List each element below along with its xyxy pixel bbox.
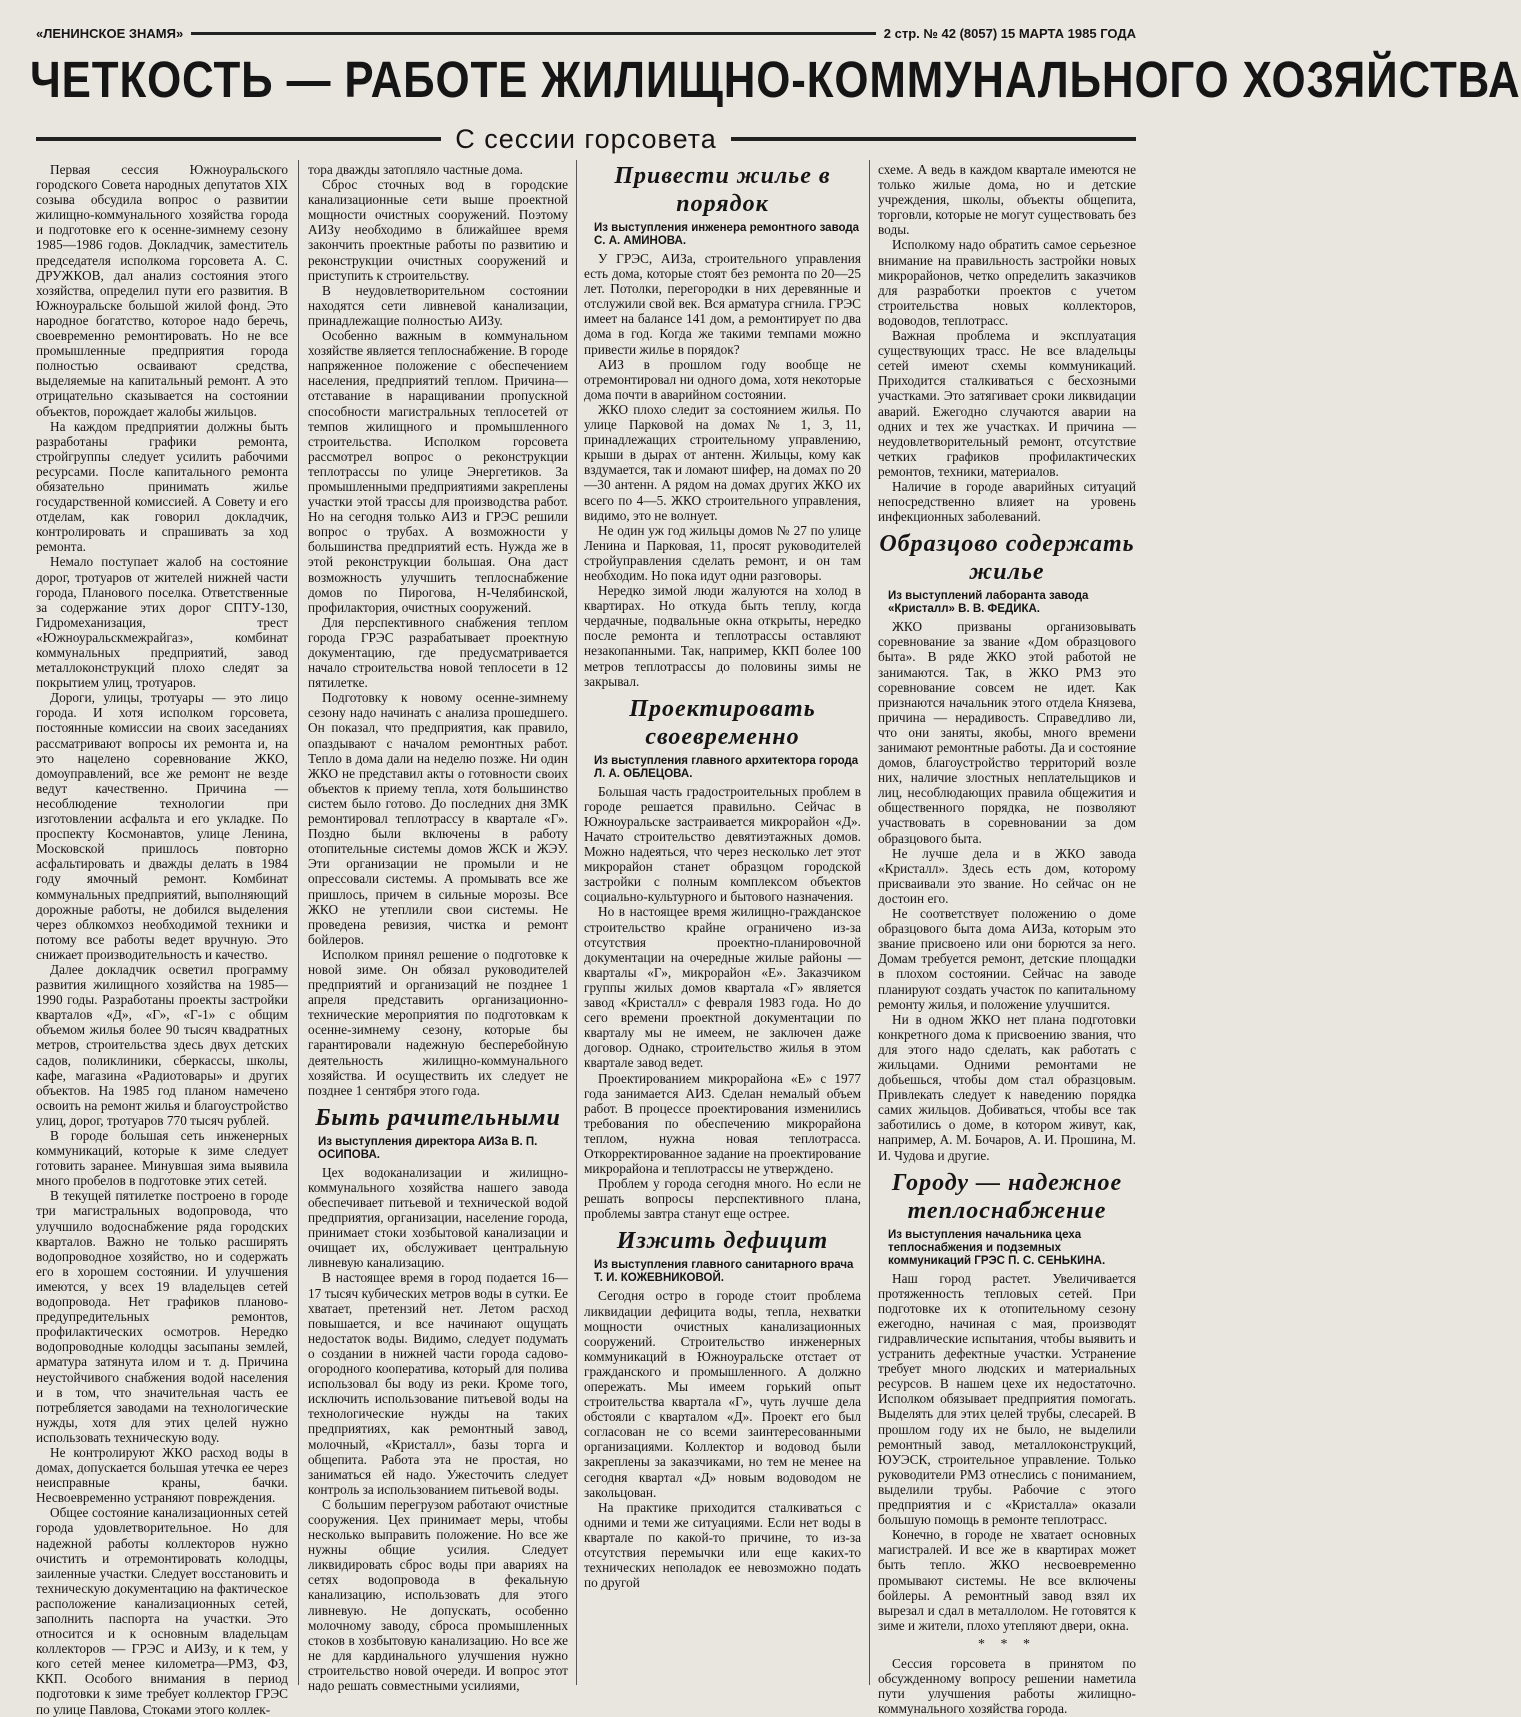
paragraph: Подготовку к новому осенне-зимнему сезону надо начинать с анализа прошедшего. Он показал, что предприятия, как правило, опаздывают с началом ремонтных работ. Тепло в дома дали на неделю позже. Ни один ЖКО не представил акты о готовности своих объектов к приему тепла, хотя большинство систем было готово. До последних дня ЗМК ремонтировал теплотрассу в квартале «Г». Поздно были включены в работу отопительные системы домов ЖСК и ЖЭУ. Эти организации не промыли и не опрессовали системы. А промывать все же пришлось, причем в сильные морозы. Все ЖКО не утеплили свои системы. Не проведена ревизия, чистка и ремонт бойлеров. <box>308 690 568 947</box>
paragraph: Но в настоящее время жилищно-гражданское строительство крайне ограничено из-за отсутствия проектно-планировочной документации на очередные жилые районы — кварталы «Г», микрорайон «Е». Заказчиком группы жилых домов квартала «Г» является завод «Кристалл» с февраля 1983 года. Но до сего времени проектной документации по кварталу мы не имеем, не заключен даже договор. Однако, строительство жилья в этом квартале завод ведет. <box>584 904 861 1071</box>
subhead-text: С сессии горсовета <box>455 123 717 154</box>
column-divider <box>298 160 299 1685</box>
paragraph: Для перспективного снабжения теплом города ГРЭС разрабатывает проектную документацию, где предусматривается начало строительства новой теплосети в 12 пятилетке. <box>308 614 568 691</box>
paragraph: Проектированием микрорайона «Е» с 1977 года занимается АИЗ. Сделан немалый объем работ. В процессе проектирования изменились требования по обеспечению микрорайона теплом, нужна новая теплотрасса. Откорректированное задание на проектирование микрорайона и теплотрассы не утверждено. <box>584 1070 861 1177</box>
paragraph: Особенно важным в коммунальном хозяйстве является теплоснабжение. В городе напряженное положение с обеспечением населения, предприятий теплом. Причина—отставание в наращивании пропускной способности магистральных теплосетей от темпов жилищного и промышленного строительства. Исполком горсовета рассмотрел вопрос о реконструкции теплотрассы по улице Энергетиков. За промышленными предприятиями закреплены участки этой трассы для производства работ. Но на сегодня только АИЗ и ГРЭС решили вопрос о трубах. А возможности у большинства предприятий есть. Нужда же в этой реконструкции большая. Она даст возможность улучшить теплоснабжение домов по Пирогова, Н-Челябинской, профилактория, очистных сооружений. <box>308 328 568 615</box>
paragraph: Проблем у города сегодня много. Но если не решать вопросы перспективного плана, проблемы завтра станут еще острее. <box>584 1176 861 1222</box>
section-byline: Из выступления директора АИЗа В. П. ОСИПОВА. <box>318 1135 538 1161</box>
paragraph: Сегодня остро в городе стоит проблема ликвидации дефицита воды, тепла, нехватки мощности очистных канализационных сооружений. Строительство инженерных коммуникаций в Южноуральске отстает от гражданского и промышленного. А должно опережать. Мы имеем горький опыт строительства квартала «Г», чуть лучше дела обстояли с кварталом «Д». Проект его был согласован не со всеми заинтересованными организациями. Коллектор и водовод были закреплены за заказчиками, но тем не менее на сегодня квартал «Д» новым водоводом не закольцован. <box>584 1288 861 1500</box>
paragraph: На каждом предприятии должны быть разработаны графики ремонта, стройгруппы следует усилить рабочими ресурсами. После капитального ремонта обязательно принимать жилье государственной комиссией. А Совету и его отделам, как говорил докладчик, контролировать и спрашивать за ход ремонта. <box>36 418 288 555</box>
column-1 <box>36 162 288 1717</box>
paragraph: Наш город растет. Увеличивается протяженность тепловых сетей. При подготовке их к отопительному сезону ежегодно, начиная с мая, производят гидравлические испытания, чтобы выявить и устранить дефектные участки. Устранение требует много людских и материальных ресурсов. В нашем цехе их недостаточно. Исполком обязывает предприятия помогать. Выделять для этих целей трубы, слесарей. В прошлом году их не было, не выделили ремонтный завод, металлоконструкций, ЮУЭСК, строительное управление. Только руководители РМЗ отнеслись с пониманием, выделили трубы. Рабочие с этого предприятия и с «Кристалла» оказали большую помощь в ремонте теплотрасс. <box>878 1270 1136 1528</box>
paragraph: Не контролируют ЖКО расход воды в домах, допускается большая утечка ее через неисправные краны, бачки. Несвоевременно устраняют повреждения. <box>36 1444 288 1506</box>
section-byline: Из выступления главного санитарного врача Т. И. КОЖЕВНИКОВОЙ. <box>594 1259 854 1285</box>
paper-name: «ЛЕНИНСКОЕ ЗНАМЯ» <box>36 25 184 41</box>
issue-info: 2 стр. № 42 (8057) 15 МАРТА 1985 ГОДА <box>883 25 1136 41</box>
paragraph: ЖКО плохо следит за состоянием жилья. По улице Парковой на домах № 1, 3, 11, принадлежащих строительному управлению, крыши в дырах от антенн. Жильцы, кому как вздумается, так и ломают шифер, на домах по 20—30 антенн. А рядом на домах других ЖКО их всего по 4—5. ЖКО строительного управления, видимо, это не волнует. <box>584 401 861 523</box>
section-title-design: Проектировать своевременно <box>629 695 816 750</box>
paragraph: Дороги, улицы, тротуары — это лицо города. И хотя исполком горсовета, постоянные комиссии на своих заседаниях рассматривают вопросы их ремонта и, на это нацелено соревнование ЖКО, домоуправлений, все же ремонт не везде ведут качественно. Причина — несоблюдение технологии при изготовлении асфальта и его укладке. По проспекту Космонавтов, улице Ленина, Московской пришлось повторно асфальтировать и дважды делать в 1984 году ямочный ремонт. Комбинат коммунальных предприятий, выполняющий дорожные работы, не добился выделения через облкомхоз необходимой техники и потому все работы ведет вручную. Это снижает производительность и качество. <box>36 690 288 962</box>
paragraph: Конечно, в городе не хватает основных магистралей. И все же в квартирах может быть тепло. ЖКО несвоевременно промывают системы. Не все включены бойлеры. А ремонтный завод взял их вырезал и сдал в металлолом. Не готовятся к зиме и жители, плохо утепляют двери, окна. <box>878 1527 1136 1633</box>
subhead-rule-right <box>731 137 1136 141</box>
column-2 <box>308 162 568 1693</box>
column-divider <box>576 160 577 1685</box>
paragraph: АИЗ в прошлом году вообще не отремонтировал ни одного дома, хотя некоторые дома почти в аварийном состоянии. <box>584 356 861 402</box>
page-headline: ЧЕТКОСТЬ — РАБОТЕ ЖИЛИЩНО-КОММУНАЛЬНОГО ХОЗЯЙСТВА <box>30 51 1521 108</box>
paragraph: Не лучше дела и в ЖКО завода «Кристалл». Здесь есть дом, которому присваивали это звание. Но сейчас он не достоин его. <box>878 845 1136 906</box>
section-title-deficit: Изжить дефицит <box>616 1228 829 1255</box>
paragraph: Сброс сточных вод в городские канализационные сети выше проектной мощности очистных сооружений. Поэтому АИЗу необходимо в ближайшее время закончить проектные работы по развитию и реконструкции очистных сооружений и приступить к строительству. <box>308 177 568 283</box>
section-byline: Из выступления инженера ремонтного завода С. А. АМИНОВА. <box>594 222 860 247</box>
paragraph: В городе большая сеть инженерных коммуникаций, которые к зиме следует готовить заранее. Минувшая зима выявила много пробелов в подготовке этих сетей. <box>36 1128 288 1189</box>
paragraph: У ГРЭС, АИЗа, строительного управления есть дома, которые стоят без ремонта по 20—25 лет. Потолки, перегородки в них деревянные и отслужили свой век. Вся арматура сгнила. ГРЭС имеет на балансе 141 дом, а ремонтирует по два дома в год. Когда же такими темпами можно привести жилье в порядок? <box>584 251 861 357</box>
column-4 <box>878 162 1136 1717</box>
paragraph: Первая сессия Южноуральского городского Совета народных депутатов XIX созыва обсудила вопрос о развитии жилищно-коммунального хозяйства города и подготовке его к осенне-зимнему сезону 1985—1986 годов. Докладчик, заместитель председателя исполкома горсовета А. С. ДРУЖКОВ, дал анализ состояния этого хозяйства, определил пути его развития. В Южноуральске большой жилой фонд. Это народное богатство, которое надо беречь, своевременно ремонтировать. Но не все промышленные предприятия города полностью осваивают средства, выделяемые на капитальный ремонт. А это отрицательно сказывается на состоянии объектов, порождает жалобы жильцов. <box>36 162 288 419</box>
section-title-housing: Привести жилье в порядок <box>614 163 831 217</box>
paragraph: На практике приходится сталкиваться с одними и теми же ситуациями. Если нет воды в квартале по какой-то причине, то из-за отсутствия перемычки или еще каких-то технических неполадок ее невозможно подать по другой <box>584 1499 861 1591</box>
paragraph: Исполком принял решение о подготовке к новой зиме. Он обязал руководителей предприятий и организаций не позднее 1 апреля представить организационно-технические мероприятия по подготовкам к осенне-зимнему сезону, которые бы гарантировали надежную бесперебойную деятельность жилищно-коммунального хозяйства. И осуществить их следует не позднее 1 сентября этого года. <box>308 946 568 1098</box>
section-byline: Из выступления начальника цеха теплоснабжения и подземных коммуникаций ГРЭС П. С. СЕНЬКИНА. <box>888 1228 1106 1267</box>
paragraph: В текущей пятилетке построено в городе три магистральных водопровода, что улучшило водоснабжение ряда городских кварталов. Важно не только расширять водопроводное хозяйство, но и содержать его в хорошем состоянии. И улучшения имеются, у всех 19 владельцев сетей водопровода. Нет графиков планово-предупредительных ремонтов, профилактических осмотров. Нередко водопроводные колодцы засыпаны землей, арматура затянута илом и т. д. Причина неустойчивого снабжения водой населения и в том, что значительная часть ее потребляется заводами на технологические нужды, хотя для этих целей нужно использовать техническую воду. <box>36 1188 288 1445</box>
paragraph: Большая часть градостроительных проблем в городе решается правильно. Сейчас в Южноуральске застраивается микрорайон «Д». Начато строительство девятиэтажных домов. Можно надеяться, что через несколько лет этот микрорайон станет образцом городской застройки с полным комплексом объектов социально-культурного и бытового назначения. <box>584 783 861 905</box>
masthead <box>36 26 1136 40</box>
subhead-rule-left <box>36 137 441 141</box>
paragraph: ЖКО призваны организовывать соревнование за звание «Дом образцового быта». В ряде ЖКО этой работой не занимаются. Так, в ЖКО РМЗ это соревнование совсем не идет. Как признаются начальник этого отдела Князева, причина — нерадивость. Справедливо ли, что они заняты, якобы, много времени занимают ремонтные работы. Да и состояние домов, благоустройство территорий возле них, наличие злостных неплательщиков и лиц, несоблюдающих правила общежития и общественного порядка, не позволяют участвовать в соревновании за дом образцового быта. <box>878 619 1136 846</box>
paragraph: Общее состояние канализационных сетей города удовлетворительное. Но для надежной работы коллекторов нужно очистить и отремонтировать колодцы, заиленные участки. Следует восстановить и техническую документацию на фактическое расположение канализационных сетей, заполнить паспорта на участки. Это относится и к основным владельцам коллекторов — ГРЭС и АИЗу, и к тем, у кого сетей менее километра—РМЗ, ФЗ, ККП. Особого внимания в период подготовки к зиме требует коллектор ГРЭС по улице Павлова, Стоками этого коллек- <box>36 1505 288 1717</box>
paragraph: Исполкому надо обратить самое серьезное внимание на правильность застройки новых микрорайонов, четко определить заказчиков для разработки проектов с учетом строительства новых коллекторов, водоводов, теплотрасс. <box>878 237 1136 328</box>
column-3 <box>584 162 861 1682</box>
section-title-water: Быть рачительными <box>315 1104 561 1131</box>
section-title-exemplary: Образцово содержать жилье <box>879 531 1135 586</box>
paragraph: Цех водоканализации и жилищно-коммунального хозяйства нашего завода обеспечивает питьевой и технической водой предприятия, организации, население города, принимает стоки хозбытовой канализации и очищает их, обслуживает центральную ливневую канализацию. <box>308 1164 568 1271</box>
paragraph: С большим перегрузом работают очистные сооружения. Цех принимает меры, чтобы несколько выправить положение. Но все же нужны общие усилия. Следует ликвидировать сброс воды при авариях на сетях водопровода в фекальную канализацию, использовать для этого ливневую. Не допускать, особенно молочному заводу, сброса промышленных стоков в хозбытовую канализацию. Но все же не для кардинального улучшения нужно строительство новой очереди. И вопрос этот надо решать совместными усилиями, <box>308 1496 568 1693</box>
paragraph: Наличие в городе аварийных ситуаций непосредственно влияет на уровень инфекционных заболеваний. <box>878 478 1136 525</box>
subhead <box>36 122 1136 156</box>
paragraph: В настоящее время в город подается 16—17 тысяч кубических метров воды в сутки. Ее хватает, претензий нет. Летом расход повышается, и все начинают ощущать недостаток воды. Видимо, следует подумать о создании в нижней части города садово-огородного кооператива, который для полива использовал бы воду из реки. Кроме того, исключить использование питьевой воды на технологические нужды на таких предприятиях, как ремонтный завод, молочный, «Кристалл», базы торга и общепита. Работа эта не простая, но заниматься ей надо. Ужесточить следует контроль за использованием питьевой воды. <box>308 1270 568 1497</box>
paragraph: Немало поступает жалоб на состояние дорог, тротуаров от жителей нижней части города, Планового поселка. Ответственные за содержание этих дорог СПТУ-130, Гидромеханизация, трест «Южноуральскмежрайгаз», комбинат коммунальных предприятий, завод металлоконструкций плохо следят за покрытием улиц, тротуаров. <box>36 554 288 691</box>
closing-paragraph: Сессия горсовета в принятом по обсужденному вопросу решении наметила пути улучшения работы жилищно-коммунального хозяйства города. <box>878 1655 1136 1717</box>
paragraph: тора дважды затопляло частные дома. <box>308 162 523 177</box>
paragraph: Далее докладчик осветил программу развития жилищного хозяйства на 1985—1990 годы. Разработаны проекты застройки кварталов «Д», «Г», «Г-1» с общим объемом жилья более 90 тысяч квадратных метров, строительства здесь двух детских садов, поликлиники, сберкассы, школы, кафе, магазина «Радиотовары» и других объектов. На 1985 год планом намечено освоить на ремонт жилья и благоустройство улиц, дорог, тротуаров 770 тысяч рублей. <box>36 961 288 1128</box>
paragraph: Ни в одном ЖКО нет плана подготовки конкретного дома к присвоению звания, что для этого надо сделать, как работать с жильцами. Одними ремонтами не добьешься, чтобы дом стал образцовым. Привлекать следует к наведению порядка самих жильцов. Добиваться, чтобы все так заботились о доме, в котором живут, как, например, А. М. Бочаров, А. И. Прошина, М. И. Чудова и другие. <box>878 1011 1136 1163</box>
paragraph: схеме. А ведь в каждом квартале имеются не только жилые дома, но и детские учреждения, школы, объекты общепита, торговли, которые не могут существовать без воды. <box>878 162 1136 238</box>
section-title-heat: Городу — надежное теплоснабжение <box>891 1169 1123 1224</box>
paragraph: Нередко зимой люди жалуются на холод в квартирах. Но откуда быть теплу, когда чердачные, подвальные окна открыты, нередко после ремонта и теплотрассы оставляют незакопанными. Так, например, ККП более 100 метров теплотрассы до половины зимы не закрывал. <box>584 583 861 689</box>
paragraph: Важная проблема и эксплуатация существующих трасс. Не все владельцы сетей имеют схемы коммуникаций. Приходится сталкиваться с бесхозными участками. Это затягивает сроки ликвидации аварий. Ежегодно случаются аварии на одних и тех же участках. И причина — неудовлетворительный ремонт, отсутствие четких графиков профилактических ремонтов, техники, материалов. <box>878 328 1136 479</box>
paragraph: Не соответствует положению о доме образцового быта дома АИЗа, которым это звание присвоено или они борются за него. Домам требуется ремонт, детские площадки в плохом состоянии. Сейчас на заводе планируют создать участок по капитальному ремонту жилья, и положение улучшится. <box>878 906 1136 1012</box>
section-byline: Из выступлений лаборанта завода «Кристалл» В. В. ФЕДИКА. <box>888 590 1089 616</box>
masthead-rule <box>191 32 876 35</box>
section-separator: * * * <box>978 1636 1036 1652</box>
paragraph: В неудовлетворительном состоянии находятся сети ливневой канализации, принадлежащие полностью АИЗу. <box>308 282 568 328</box>
section-byline: Из выступления главного архитектора города Л. А. ОБЛЕЦОВА. <box>594 754 859 780</box>
paragraph: Не один уж год жильцы домов № 27 по улице Ленина и Парковая, 11, просят руководителей стройуправления сделать ремонт, и он там необходим. Но пока идут одни разговоры. <box>584 522 861 583</box>
column-divider <box>869 160 870 1685</box>
